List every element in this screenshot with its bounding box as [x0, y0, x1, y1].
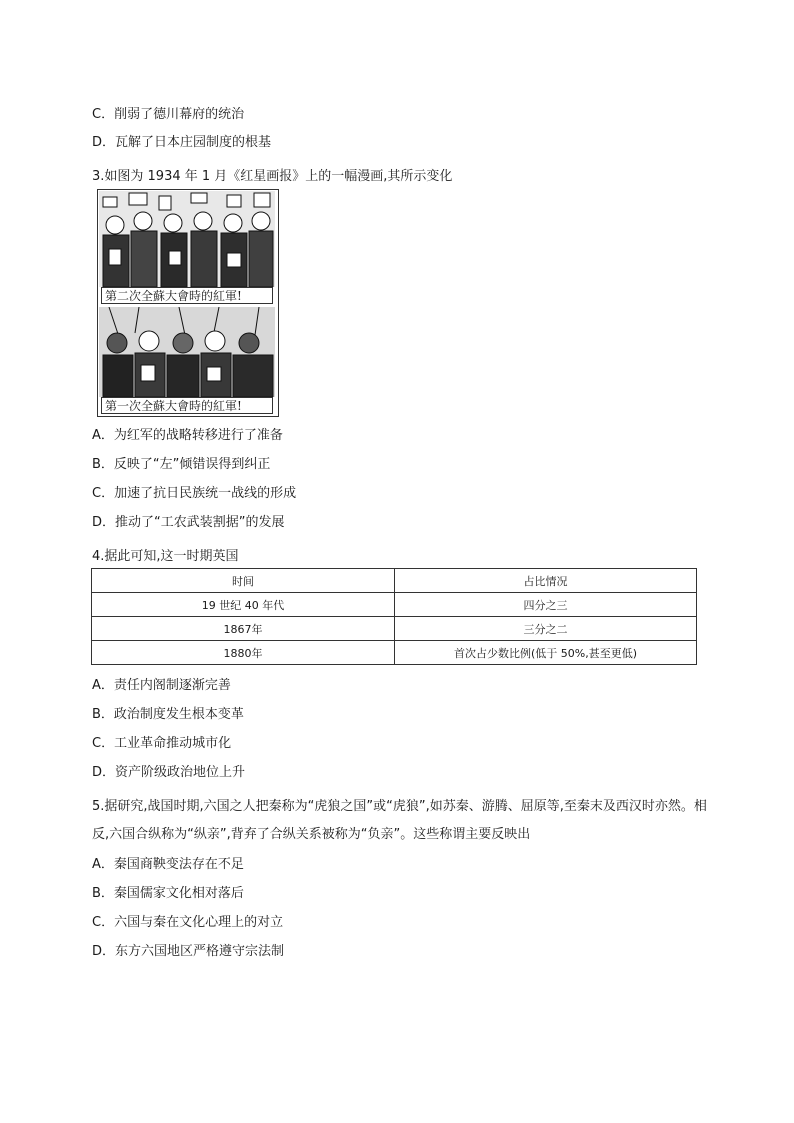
comic-caption-top: 第二次全蘇大會時的紅軍! [101, 287, 273, 304]
option-text: 责任内阁制逐渐完善 [113, 678, 231, 693]
table-header-cell: 时间 [92, 569, 395, 593]
option-letter: B． [92, 886, 114, 901]
option-text: 削弱了德川幕府的统治 [114, 107, 245, 122]
table-cell: 1880年 [92, 641, 395, 665]
option-c [92, 736, 231, 752]
table-row [92, 641, 697, 665]
option-text: 推动了“工农武装割据”的发展 [115, 515, 285, 530]
option-b [92, 886, 244, 902]
table-header-row [92, 569, 697, 593]
comic-crowd-image [99, 307, 275, 397]
option-text: 加速了抗日民族统一战线的形成 [114, 486, 297, 501]
option-b [92, 707, 244, 723]
table-cell: 四分之三 [395, 593, 697, 617]
comic-panel-top [99, 191, 275, 305]
option-d [92, 765, 245, 781]
question-4-stem: 4.据此可知,这一时期英国 [92, 549, 239, 564]
data-table [91, 568, 697, 665]
option-a [92, 428, 283, 444]
comic-caption-bottom: 第一次全蘇大會時的紅軍! [101, 397, 273, 414]
option-a [92, 857, 244, 873]
option-letter: D． [92, 515, 116, 530]
table-row [92, 593, 697, 617]
option-letter: D． [92, 135, 116, 150]
table-cell: 19 世纪 40 年代 [92, 593, 395, 617]
option-letter: C． [92, 915, 115, 930]
option-letter: D． [92, 765, 116, 780]
table-cell: 1867年 [92, 617, 395, 641]
option-text: 东方六国地区严格遵守宗法制 [115, 944, 285, 959]
table-cell: 三分之二 [395, 617, 697, 641]
option-letter: C． [92, 107, 115, 122]
option-text: 资产阶级政治地位上升 [115, 765, 246, 780]
option-d [92, 944, 284, 960]
option-d [92, 135, 271, 151]
option-d [92, 515, 285, 531]
option-letter: A． [92, 678, 114, 693]
comic-illustration [97, 189, 279, 417]
comic-panel-bottom [99, 307, 275, 415]
option-text: 六国与秦在文化心理上的对立 [114, 915, 284, 930]
option-text: 瓦解了日本庄园制度的根基 [115, 135, 272, 150]
option-text: 秦国商鞅变法存在不足 [113, 857, 244, 872]
question-3-stem: 3.如图为 1934 年 1 月《红星画报》上的一幅漫画,其所示变化 [92, 169, 453, 184]
option-letter: D． [92, 944, 116, 959]
option-a [92, 678, 231, 694]
option-letter: C． [92, 736, 115, 751]
option-text: 工业革命推动城市化 [114, 736, 232, 751]
option-text: 秦国儒家文化相对落后 [113, 886, 244, 901]
option-b [92, 457, 270, 473]
option-text: 为红军的战略转移进行了准备 [113, 428, 283, 443]
option-c [92, 915, 283, 931]
option-letter: A． [92, 857, 114, 872]
table-row [92, 617, 697, 641]
option-c [92, 486, 296, 502]
comic-crowd-image [99, 191, 275, 287]
option-letter: B． [92, 457, 114, 472]
table-cell: 首次占少数比例(低于 50%,甚至更低) [395, 641, 697, 665]
option-text: 政治制度发生根本变革 [113, 707, 244, 722]
question-5-stem: 5.据研究,战国时期,六国之人把秦称为“虎狼之国”或“虎狼”,如苏秦、游腾、屈原等,至秦末及西汉时亦然。相反,六国合纵称为“纵亲”,背弃了合纵关系被称为“负亲”。这些称谓主要反映出 [92, 799, 707, 842]
option-letter: B． [92, 707, 114, 722]
option-c [92, 107, 244, 123]
option-letter: C． [92, 486, 115, 501]
option-text: 反映了“左”倾错误得到纠正 [113, 457, 271, 472]
table-header-cell: 占比情况 [395, 569, 697, 593]
option-letter: A． [92, 428, 114, 443]
